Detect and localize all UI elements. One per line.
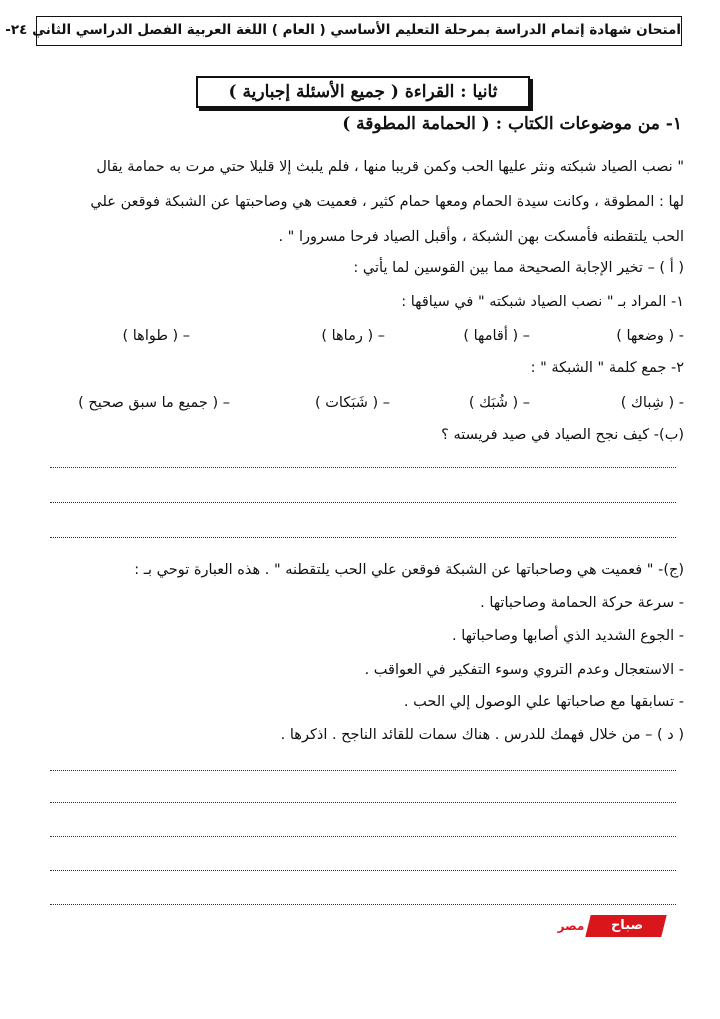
question-a-prompt: ( أ ) – تخير الإجابة الصحيحة مما بين القوسين لما يأتي :: [353, 260, 684, 276]
passage-line-2: لها : المطوقة ، وكانت سيدة الحمام ومعها حمام كثير ، فعميت هي وصاحبتها عن الشبكة فوقعن علي: [90, 194, 684, 210]
q1-option-4: – ( طواها ): [122, 328, 190, 344]
answer-line: [50, 467, 676, 468]
section-title: ثانيا : القراءة ( جميع الأسئلة إجبارية ): [196, 76, 530, 108]
topic-title: ١- من موضوعات الكتاب : ( الحمامة المطوقة ): [342, 114, 682, 134]
question-c-option-1: - سرعة حركة الحمامة وصاحباتها .: [480, 595, 684, 611]
q2-option-1: - ( شِباك ): [620, 395, 684, 411]
exam-header: امتحان شهادة إتمام الدراسة بمرحلة التعليم الأساسي ( العام ) اللغة العربية الفصل الدراسي الثاني ٢٤-: [36, 16, 682, 46]
question-c-option-2: - الجوع الشديد الذي أصابها وصاحباتها .: [451, 628, 684, 644]
q2-option-4: – ( جميع ما سبق صحيح ): [78, 395, 230, 411]
answer-line: [50, 502, 676, 503]
q1-option-2: – ( أقامها ): [463, 328, 530, 344]
answer-line: [50, 904, 676, 905]
question-d: ( د ) – من خلال فهمك للدرس . هناك سمات للقائد الناجح . اذكرها .: [280, 727, 684, 743]
q1-option-3: – ( رماها ): [321, 328, 385, 344]
question-c-option-4: - تسابقها مع صاحباتها علي الوصول إلي الحب .: [403, 694, 684, 710]
sabah-masr-logo: [554, 915, 666, 939]
question-a1: ١- المراد بـ " نصب الصياد شبكته " في سياقها :: [401, 294, 684, 310]
question-b: (ب)- كيف نجح الصياد في صيد فريسته ؟: [441, 427, 684, 443]
passage-line-1: " نصب الصياد شبكته ونثر عليها الحب وكمن قريبا منها ، فلم يلبث إلا قليلا حتي مرت به حمامة يقال: [96, 159, 684, 175]
answer-line: [50, 802, 676, 803]
answer-line: [50, 836, 676, 837]
answer-line: [50, 770, 676, 771]
answer-line: [50, 537, 676, 538]
q2-option-2: – ( شُبَك ): [468, 395, 530, 411]
q1-option-1: - ( وضعها ): [616, 328, 684, 344]
logo-dark-text: مصر: [557, 919, 585, 933]
question-c-option-3: - الاستعجال وعدم التروي وسوء التفكير في العواقب .: [364, 662, 684, 678]
q2-option-3: – ( شَبَكات ): [315, 395, 390, 411]
logo-red-text: صباح: [610, 918, 644, 933]
question-c-prompt: (ج)- " فعميت هي وصاحباتها عن الشبكة فوقعن علي الحب يلتقطنه " . هذه العبارة توحي بـ :: [134, 562, 684, 578]
passage-line-3: الحب يلتقطنه فأمسكت بهن الشبكة ، وأقبل الصياد فرحا مسرورا " .: [278, 229, 684, 245]
question-a2: ٢- جمع كلمة " الشبكة " :: [530, 360, 684, 376]
answer-line: [50, 870, 676, 871]
